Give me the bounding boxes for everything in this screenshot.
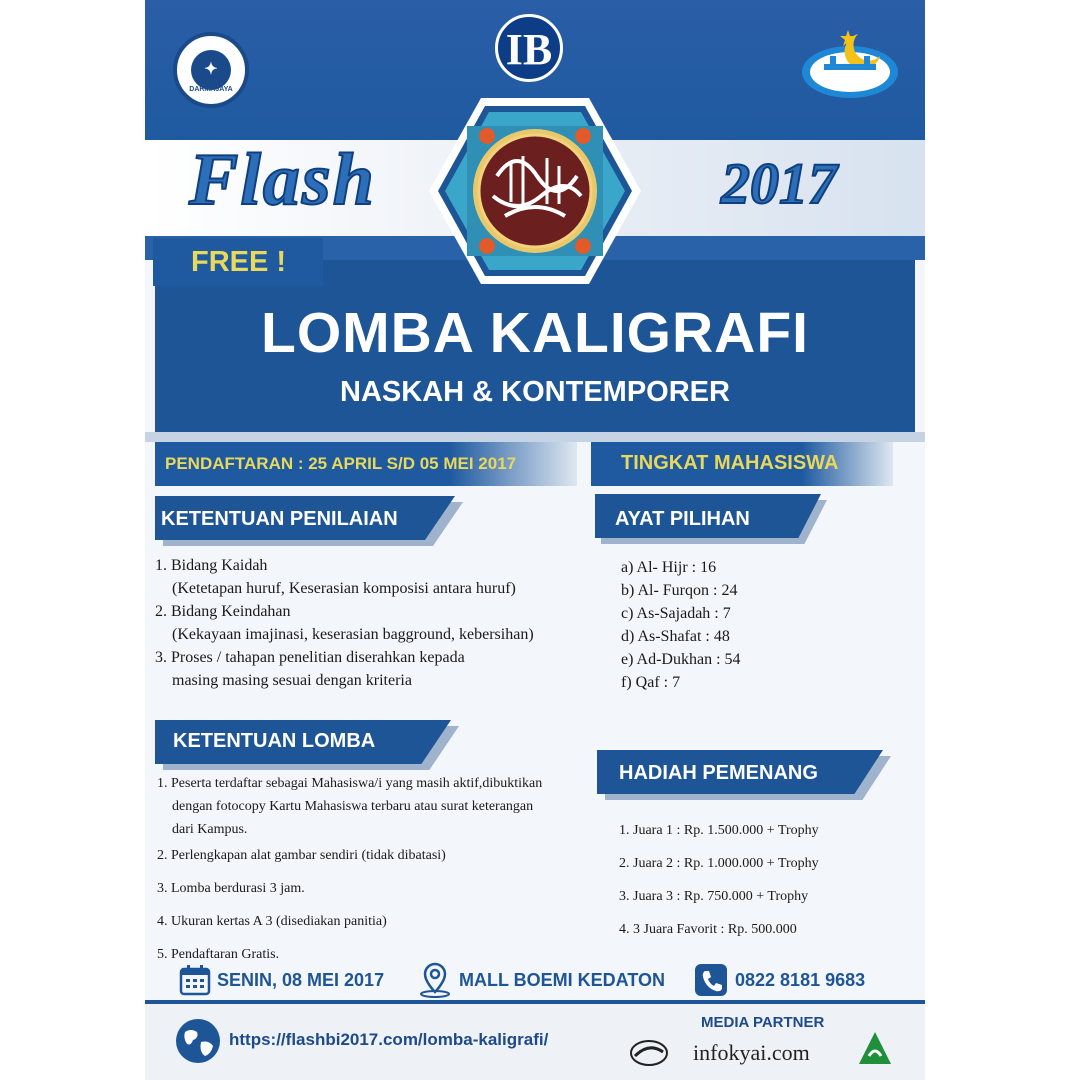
list-item: 1. Peserta terdaftar sebagai Mahasiswa/i yang masih aktif,dibuktikan — [157, 776, 543, 791]
globe-icon — [175, 1018, 221, 1064]
free-badge: FREE ! — [191, 246, 287, 278]
list-item: dari Kampus. — [172, 822, 248, 837]
flash-logo-text: Flash — [189, 139, 376, 221]
list-item: 2. Perlengkapan alat gambar sendiri (tidak dibatasi) — [157, 848, 446, 863]
darmajaya-shield-icon: ✦ — [191, 50, 231, 90]
penilaian-list — [155, 554, 534, 692]
crescent-star-logo-icon — [800, 28, 900, 100]
list-item: dengan fotocopy Kartu Mahasiswa terbaru atau surat keterangan — [172, 799, 534, 814]
list-item: 3. Proses / tahapan penelitian diserahkan kepada — [155, 649, 465, 666]
list-item: (Kekayaan imajinasi, keserasian bagground, kebersihan) — [172, 626, 534, 643]
poster — [145, 0, 925, 1080]
website-link[interactable]: https://flashbi2017.com/lomba-kaligrafi/ — [229, 1030, 549, 1049]
level-text: TINGKAT MAHASISWA — [621, 452, 839, 474]
ayat-heading: AYAT PILIHAN — [615, 508, 750, 530]
phone-icon — [695, 964, 727, 996]
list-item: d) As-Shafat : 48 — [621, 628, 730, 645]
list-item: a) Al- Hijr : 16 — [621, 559, 717, 576]
list-item: 4. Ukuran kertas A 3 (disediakan panitia) — [157, 914, 387, 929]
always-partner-logo-icon — [629, 1038, 669, 1068]
darmajaya-logo — [173, 32, 249, 108]
penilaian-heading: KETENTUAN PENILAIAN — [161, 508, 398, 530]
calligraphy-hexagon-emblem-icon — [427, 96, 643, 286]
list-item: 1. Bidang Kaidah — [155, 557, 268, 574]
location-pin-icon — [417, 962, 453, 998]
event-subtitle: NASKAH & KONTEMPORER — [340, 376, 730, 408]
list-item: e) Ad-Dukhan : 54 — [621, 651, 741, 668]
hadiah-list — [619, 814, 819, 946]
partner-triangle-logo-icon — [857, 1030, 893, 1068]
list-item: 2. Bidang Keindahan — [155, 603, 291, 620]
media-partner-label: MEDIA PARTNER — [701, 1014, 825, 1031]
list-item: 2. Juara 2 : Rp. 1.000.000 + Trophy — [619, 856, 819, 871]
ayat-list — [621, 556, 741, 694]
list-item: 5. Pendaftaran Gratis. — [157, 947, 280, 962]
banner-shadow — [145, 432, 925, 442]
darmajaya-logo-label: DARMAJAYA — [189, 86, 233, 93]
infokyai-partner-logo: infokyai.com — [693, 1040, 810, 1065]
list-item: 4. 3 Juara Favorit : Rp. 500.000 — [619, 922, 797, 937]
list-item: b) Al- Furqon : 24 — [621, 582, 738, 599]
bank-indonesia-logo: IB — [495, 14, 563, 82]
year-text: 2017 — [721, 151, 837, 216]
calendar-icon — [179, 964, 211, 996]
list-item: 1. Juara 1 : Rp. 1.500.000 + Trophy — [619, 823, 819, 838]
list-item: f) Qaf : 7 — [621, 674, 681, 691]
registration-text: PENDAFTARAN : 25 APRIL S/D 05 MEI 2017 — [165, 454, 517, 473]
contact-phone: 0822 8181 9683 — [735, 970, 866, 990]
list-item: (Ketetapan huruf, Keserasian komposisi antara huruf) — [172, 580, 516, 597]
hadiah-heading: HADIAH PEMENANG — [619, 762, 818, 784]
list-item: c) As-Sajadah : 7 — [621, 605, 731, 622]
event-date: SENIN, 08 MEI 2017 — [217, 970, 385, 990]
event-venue: MALL BOEMI KEDATON — [459, 970, 665, 990]
list-item: masing masing sesuai dengan kriteria — [172, 672, 412, 689]
lomba-list — [157, 772, 542, 966]
event-title: LOMBA KALIGRAFI — [261, 301, 809, 365]
list-item: 3. Juara 3 : Rp. 750.000 + Trophy — [619, 889, 809, 904]
lomba-heading: KETENTUAN LOMBA — [173, 730, 376, 752]
list-item: 3. Lomba berdurasi 3 jam. — [157, 881, 305, 896]
